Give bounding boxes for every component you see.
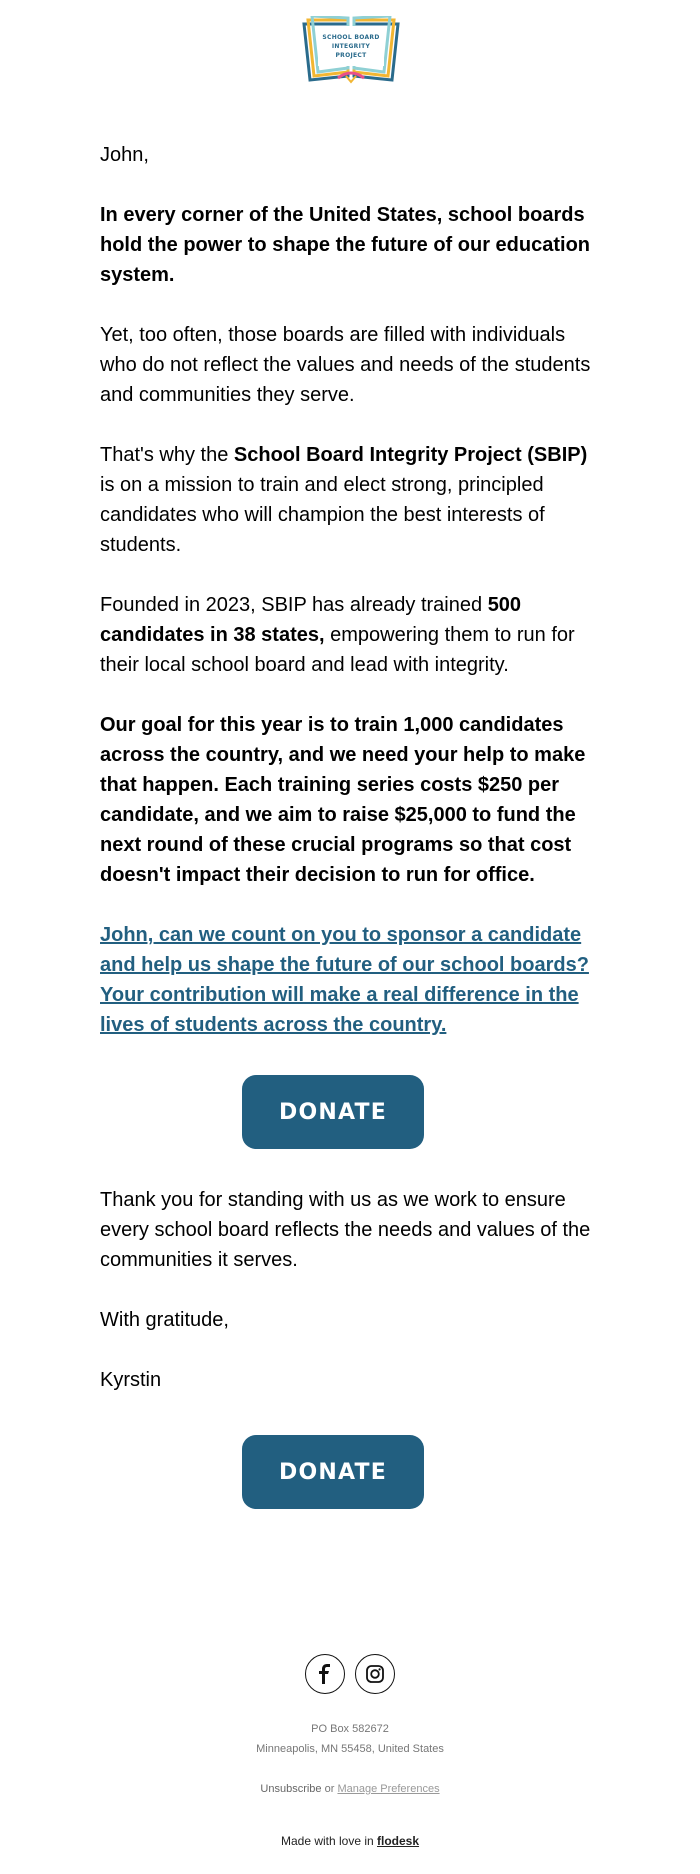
logo-text — [322, 33, 380, 60]
unsubscribe-row — [0, 1782, 700, 1796]
instagram-button[interactable] — [355, 1654, 395, 1694]
highlight-stat: 500 candidates in 38 states, — [100, 594, 522, 646]
made-with-text: Made with love in — [280, 1834, 378, 1848]
paragraph-3 — [100, 440, 600, 560]
signature: Kyrstin — [100, 1369, 162, 1391]
closing: With gratitude, — [100, 1309, 229, 1331]
email-body-closing — [100, 1185, 600, 1425]
paragraph-4 — [100, 590, 600, 680]
or-text: or — [321, 1783, 338, 1795]
logo-line: INTEGRITY — [331, 43, 371, 50]
flodesk-link[interactable]: flodesk — [377, 1834, 420, 1848]
made-with-row — [0, 1834, 700, 1848]
thanks-paragraph: Thank you for standing with us as we work to ensure every school board reflects the needs and values of the communities it serves. — [100, 1189, 591, 1271]
facebook-icon — [316, 1664, 334, 1684]
text: empowering them to run for their local school board and lead with integrity. — [100, 624, 575, 676]
intro-paragraph: In every corner of the United States, school boards hold the power to shape the future of our education system. — [100, 204, 590, 286]
logo-line: PROJECT — [335, 52, 367, 59]
text: That's why the — [100, 444, 234, 466]
unsubscribe-link[interactable]: Unsubscribe — [260, 1783, 322, 1795]
donate-button[interactable]: DONATE — [242, 1075, 424, 1149]
donate-button-2[interactable]: DONATE — [242, 1435, 424, 1509]
cta-paragraph — [100, 920, 600, 1040]
instagram-icon — [365, 1664, 385, 1684]
paragraph-2: Yet, too often, those boards are filled with individuals who do not reflect the values and needs of the students and communities they serve. — [100, 324, 591, 406]
goal-paragraph: Our goal for this year is to train 1,000 candidates across the country, and we need your help to make that happen. Each training series costs $250 per candidate, and we aim to raise $25,000 to fund the next round of these crucial programs so that cost doesn't impact their decision to run for office. — [100, 714, 586, 886]
address-line-2: Minneapolis, MN 55458, United States — [256, 1743, 444, 1755]
greeting: John, — [100, 144, 149, 166]
manage-preferences-link[interactable]: Manage Preferences — [337, 1783, 440, 1795]
email-body — [100, 140, 600, 1070]
text: Founded in 2023, SBIP has already trained — [100, 594, 488, 616]
cta-link[interactable]: John, can we count on you to sponsor a candidate and help us shape the future of our school boards? Your contribution will make a real difference in the lives of students across the country. — [100, 924, 589, 1036]
facebook-button[interactable] — [305, 1654, 345, 1694]
logo — [298, 16, 404, 88]
address-line-1: PO Box 582672 — [311, 1723, 389, 1735]
text: is on a mission to train and elect strong, principled candidates who will champion the best interests of students. — [100, 474, 545, 556]
org-name: School Board Integrity Project (SBIP) — [233, 444, 588, 466]
logo-line: SCHOOL BOARD — [322, 34, 380, 41]
